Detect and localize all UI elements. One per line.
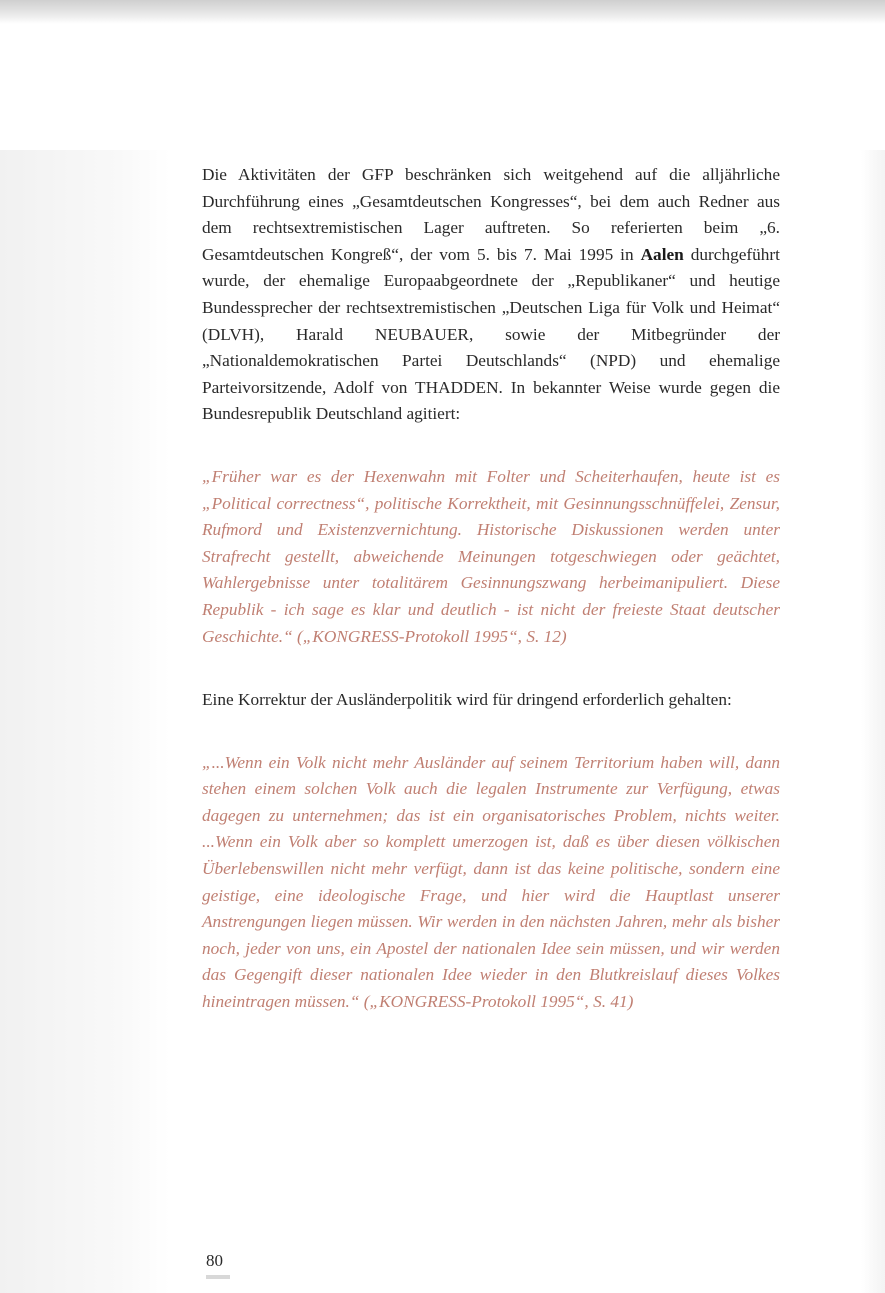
scan-shadow-right — [861, 150, 885, 1293]
page-mark — [206, 1275, 230, 1279]
paragraph-auslaenderpolitik: Eine Korrektur der Ausländerpolitik wird für dringend erforderlich gehalten: — [202, 690, 732, 710]
scan-shadow-top — [0, 0, 885, 24]
scan-shadow-left — [0, 150, 170, 1293]
paragraph-text-continued: durchgeführt wurde, der ehemalige Europaabgeordnete der „Republikaner“ und heutige Bundessprecher der rechtsextremistischen „Deutschen Liga für Volk und Heimat“ (DLVH), Harald NEUBAUER, sowie der Mitbegründer der „Nationaldemokratischen Partei Deutschlands“ (NPD) und ehemalige Parteivorsitzende, Adolf von THADDEN. In bekannter Weise wurde gegen die Bundesrepublik Deutschland agitiert: — [202, 244, 780, 424]
paragraph-text: Die Aktivitäten der GFP beschränken sich weitgehend auf die alljährliche Durchführung eines „Gesamtdeutschen Kongresses“, bei dem auch Redner aus dem rechtsextremistischen Lager auftreten. So referierten beim „6. Gesamtdeutschen Kongreß“, der vom 5. bis 7. Mai 1995 in — [202, 165, 780, 264]
page-body — [202, 162, 780, 1016]
page-number: 80 — [206, 1251, 223, 1270]
bold-location: Aalen — [640, 244, 684, 264]
paragraph-gfp-activities — [202, 162, 780, 428]
quote-kongress-p12: „Früher war es der Hexenwahn mit Folter und Scheiterhaufen, heute ist es „Political correctness“, politische Korrektheit, mit Gesinnungsschnüffelei, Zensur, Rufmord und Existenzvernichtung. Historische Diskussionen werden unter Strafrecht gestellt, abweichende Meinungen totgeschwiegen oder geächtet, Wahlergebnisse unter totalitärem Gesinnungszwang herbeimanipuliert. Diese Republik - ich sage es klar und deutlich - ist nicht der freieste Staat deutscher Geschichte.“ („KONGRESS-Protokoll 1995“, S. 12) — [202, 466, 780, 646]
quote-kongress-p41: „...Wenn ein Volk nicht mehr Ausländer auf seinem Territorium haben will, dann stehen einem solchen Volk auch die legalen Instrumente zur Verfügung, etwas dagegen zu unternehmen; das ist ein organisatorisches Problem, nichts weiter. ...Wenn ein Volk aber so komplett umerzogen ist, daß es über diesen völkischen Überlebenswillen nicht mehr verfügt, dann ist das keine politische, sondern eine geistige, eine ideologische Frage, und hier wird die Hauptlast unserer Anstrengungen liegen müssen. Wir werden in den nächsten Jahren, mehr als bisher noch, jeder von uns, ein Apostel der nationalen Idee sein müssen, und wir werden das Gegengift dieser nationalen Idee wieder in den Blutkreislauf dieses Volkes hineintragen müssen.“ („KONGRESS-Protokoll 1995“, S. 41) — [202, 752, 780, 1012]
